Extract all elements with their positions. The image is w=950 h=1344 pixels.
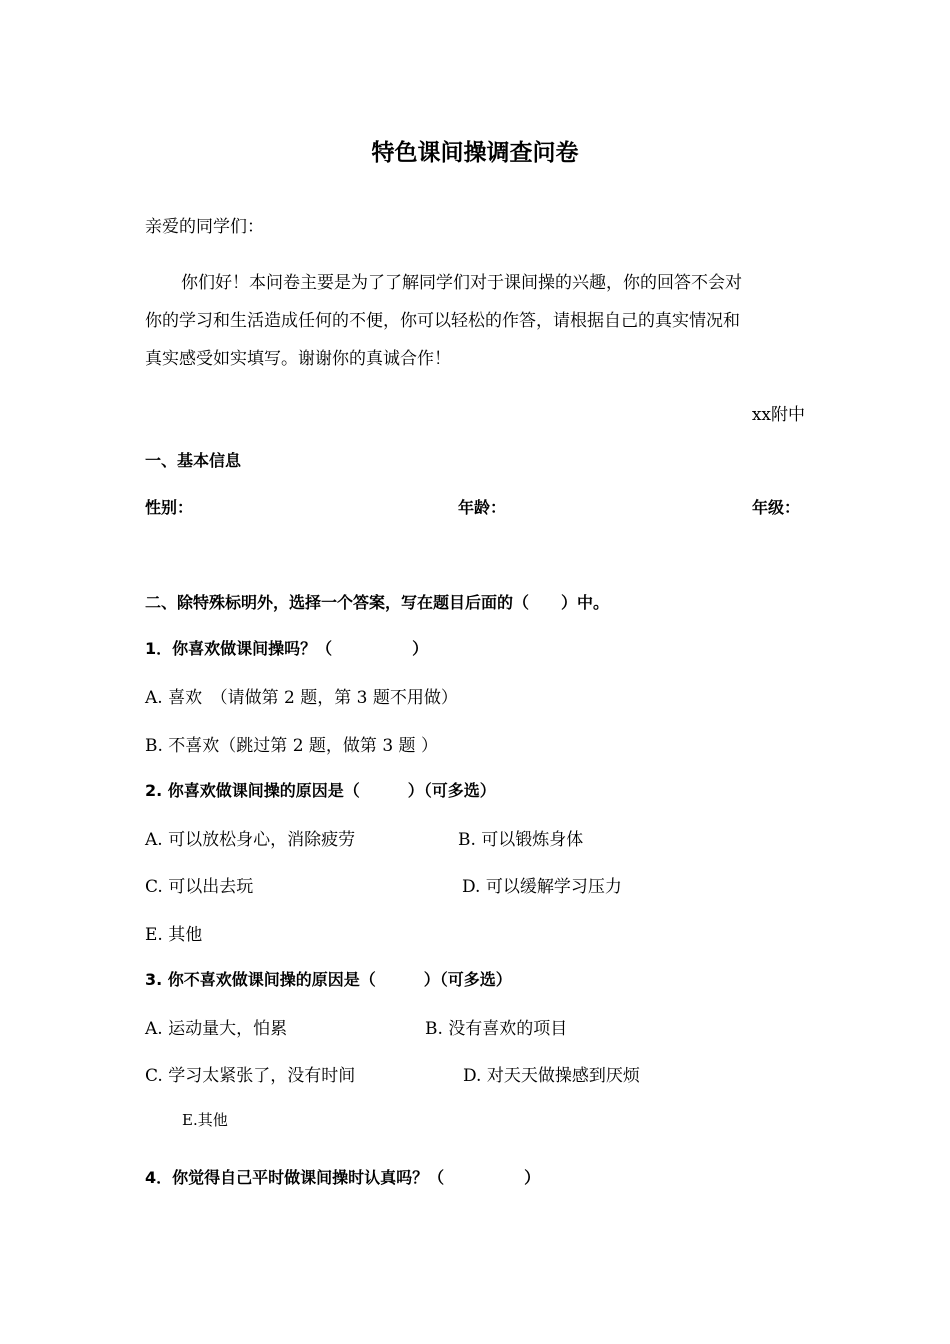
- section2-heading: 二、除特殊标明外，选择一个答案，写在题目后面的（ ）中。: [145, 593, 610, 612]
- q1-question: 1．你喜欢做课间操吗？（ ）: [145, 639, 429, 658]
- document-title: 特色课间操调查问卷: [371, 140, 579, 166]
- q3-question: 3. 你不喜欢做课间操的原因是（ ）（可多选）: [145, 970, 512, 989]
- q2-option-e: E. 其他: [145, 925, 203, 945]
- signature: xx附中: [751, 405, 805, 425]
- grade-label: 年级：: [752, 498, 801, 517]
- q2-option-c: C. 可以出去玩: [145, 877, 254, 897]
- intro-line-1: 你们好！本问卷主要是为了了解同学们对于课间操的兴趣，你的回答不会对: [181, 273, 742, 293]
- intro-line-3: 真实感受如实填写。谢谢你的真诚合作！: [145, 349, 451, 369]
- q1-option-b: B. 不喜欢（跳过第 2 题，做第 3 题 ）: [145, 736, 438, 756]
- intro-line-2: 你的学习和生活造成任何的不便，你可以轻松的作答，请根据自己的真实情况和: [145, 311, 740, 331]
- q3-option-c: C. 学习太紧张了，没有时间: [145, 1066, 356, 1086]
- q2-option-b: B. 可以锻炼身体: [458, 830, 584, 850]
- q3-option-a: A. 运动量大，怕累: [145, 1019, 288, 1039]
- section1-heading: 一、基本信息: [145, 451, 242, 470]
- q3-option-d: D. 对天天做操感到厌烦: [463, 1066, 640, 1086]
- q3-option-b: B. 没有喜欢的项目: [425, 1019, 568, 1039]
- greeting: 亲爱的同学们：: [145, 217, 264, 237]
- gender-label: 性别：: [145, 498, 194, 517]
- q4-question: 4．你觉得自己平时做课间操时认真吗？（ ）: [145, 1168, 541, 1187]
- q1-option-a: A. 喜欢 （请做第 2 题，第 3 题不用做）: [145, 688, 458, 708]
- q2-option-a: A. 可以放松身心，消除疲劳: [145, 830, 356, 850]
- q2-question: 2. 你喜欢做课间操的原因是（ ）（可多选）: [145, 781, 496, 800]
- age-label: 年龄：: [458, 498, 507, 517]
- q2-option-d: D. 可以缓解学习压力: [462, 877, 622, 897]
- q3-option-e: E.其他: [182, 1111, 228, 1129]
